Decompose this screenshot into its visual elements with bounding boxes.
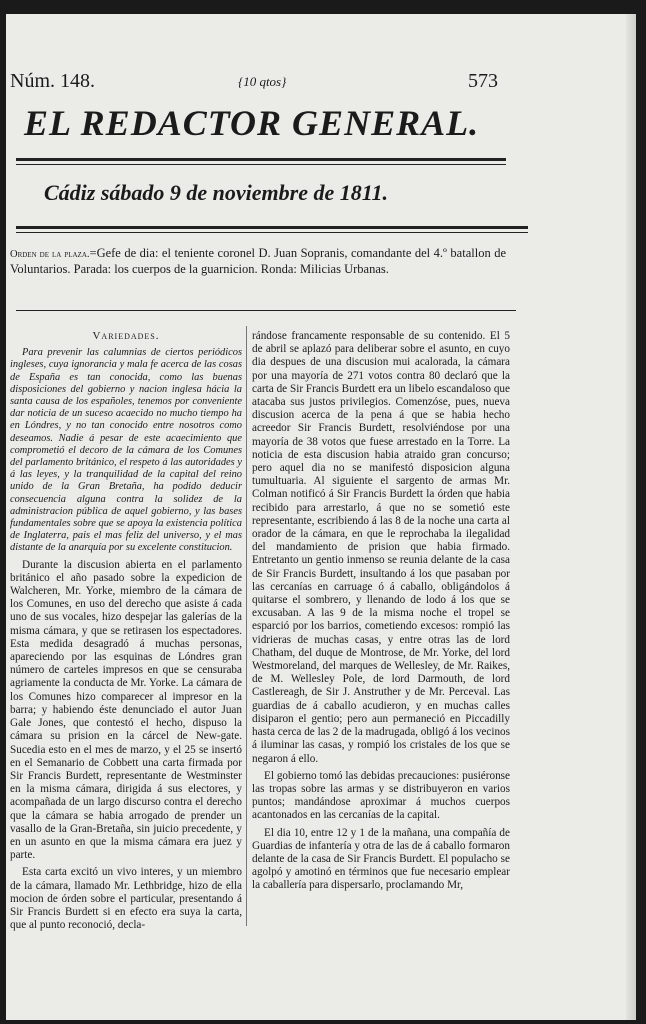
page-edge-shadow (626, 14, 636, 1020)
orden-de-la-plaza (10, 246, 506, 277)
issue-number: Núm. 148. (10, 70, 95, 92)
issue-price: {10 qtos} (238, 74, 287, 89)
masthead-top-line (10, 70, 510, 100)
article-paragraph: El dia 10, entre 12 y 1 de la mañana, una compañía de Guardias de infantería y otra de las de á caballo formaron delante de la casa de Sir Francis Burdett. El populacho se agolpó y amotinó en términos que fue necesario emplear la caballería para dispersarlo, proclamando Mr, (252, 826, 510, 892)
article-paragraph: rándose francamente responsable de su contenido. El 5 de abril se aplazó para deliberar sobre el asunto, en cuyo dia despues de una discusion mui acalorada, la cámara por una mayoría de 271 votos contra 80 declaró que la carta de Sir Francis Burdett era un libelo escandaloso que atacaba sus justos privilegios. Comenzóse, pues, nueva discusion acerca de la pena á que se habia hecho acreedor Sir Francis Burdett, resolviéndose por una mayoría de 38 votos que fuese arrestado en la Torre. La noticia de esta discusion habia atraido gran concurso; pero aquel dia no se manifestó disposicion alguna tumultuaria. Al siguiente el sargento de armas Mr. Colman notificó á Sir Francis Burdett la órden que habia recibido para arrestarlo, á que no se sometió este representante, escribiendo á las 8 de la noche una carta al orador de la cámara, en que le reprochaba la ilegalidad del mandamiento de prision que habia firmado. Entretanto un gentio inmenso se reunia delante de la casa de Sir Francis Burdett, insultando á los que pasaban por las cercanías en carruage ó á caballo, obligándolos á quitarse el sombrero, y llenando de lodo á los que se excusaban. A las 9 de la misma noche el tropel se esparció por los barrios, cometiendo excesos: rompió las vidrieras de muchas casas, y entre otras las de lord Chatham, del duque de Montrose, de Mr. Yorke, del lord Westmoreland, del marques de Wellesley, de Mr. Raikes, de M. Wellesley Pole, de lord Darmouth, de lord Castlereagh, de Sir J. Anstruther y de Mr. Perceval. Las guardias de á caballo acudieron, y en muchas calles disiparon el gentio; pero aun permaneció en Piccadilly hasta cerca de las 2 de la madrugada, obligó á los vecinos á iluminar las casas, y rompió los cristales de los que se negaron á ello. (252, 330, 510, 765)
date-rule-thin (16, 232, 528, 233)
title-rule-thick (16, 158, 506, 161)
section-heading: Variedades. (92, 330, 160, 342)
section-rule (16, 310, 516, 311)
intro-paragraph: Para prevenir las calumnias de ciertos periódicos ingleses, cuya ignorancia y mala fe acerca de las cosas de España es tan conocida, como las buenas disposiciones del gobierno y nacion inglesa hácia la santa causa de los españoles, tenemos por conveniente dar noticia de un suceso acaecido no mucho tiempo ha en Lóndres, y no tan conocido entre nosotros como deseamos. Nadie á pesar de este acaecimiento que comprometió el decoro de la cámara de los Comunes del parlamento británico, el respeto á las autoridades y á las leyes, y la tranquilidad de la capital del reino unido de la Gran Bretaña, ha podido deducir consecuencia alguna contra la solidez de la administracion pública de aquel gobierno, y las bases fundamentales sobre que se apoya la existencia política de Inglaterra, pais el mas feliz del universo, y el mas distante de la anarquía por su excelente constitucion. (10, 347, 242, 554)
title-rule-thin (16, 164, 506, 165)
page-number: 573 (468, 70, 498, 92)
column-divider (246, 326, 247, 926)
right-column (252, 330, 510, 897)
newspaper-page (6, 14, 636, 1020)
newspaper-title: EL REDACTOR GENERAL. (24, 103, 480, 143)
article-paragraph: El gobierno tomó las debidas precauciones: pusiéronse las tropas sobre las armas y se distribuyeron en varios puntos; mandándose aproximar á muchos cuerpos acantonados en las cercanías de la capital. (252, 769, 510, 822)
date-rule-thick (16, 226, 528, 229)
left-column (10, 330, 242, 936)
article-paragraph: Esta carta excitó un vivo interes, y un miembro de la cámara, llamado Mr. Lethbridge, hizo de ella mocion de órden sobre el particular, presentando á Sir Francis Burdett si en efecto era suya la carta, que al punto reconoció, decla- (10, 866, 242, 932)
orden-text: =Gefe de dia: el teniente coronel D. Juan Sopranis, comandante del 4.º batallon de Voluntarios. Parada: los cuerpos de la guarnicion. Ronda: Milicias Urbanas. (10, 246, 506, 276)
issue-date: Cádiz sábado 9 de noviembre de 1811. (44, 180, 389, 205)
article-paragraph: Durante la discusion abierta en el parlamento británico el año pasado sobre la expedicion de Walcheren, Mr. Yorke, miembro de la cámara de los Comunes, en uso del derecho que asiste á cada uno de sus vocales, hizo despejar las galerías de la misma cámara, y que se retirasen los espectadores. Esta medida desagradó á muchas personas, apareciendo por las esquinas de Lóndres gran número de carteles impresos en que se censuraba agriamente la conducta de Mr. Yorke. La cámara de los Comunes hizo comparecer al impresor en la barra; y habiendo éste denunciado el autor Juan Gale Jones, que contestó el hecho, dispuso la cámara su prision en la cárcel de New-gate. Sucedia esto en el mes de marzo, y el 25 se insertó en el Semanario de Cobbett una carta firmada por Sir Francis Burdett, representante de Westminster en la misma cámara, dirigida á sus electores, y acompañada de un largo discurso contra el derecho que la cámara se habia arrogado de prender un vasallo de la Gran-Bretaña, sin juicio precedente, y en un asunto en que la misma cámara era juez y parte. (10, 558, 242, 862)
orden-label: Orden de la plaza. (10, 249, 90, 260)
